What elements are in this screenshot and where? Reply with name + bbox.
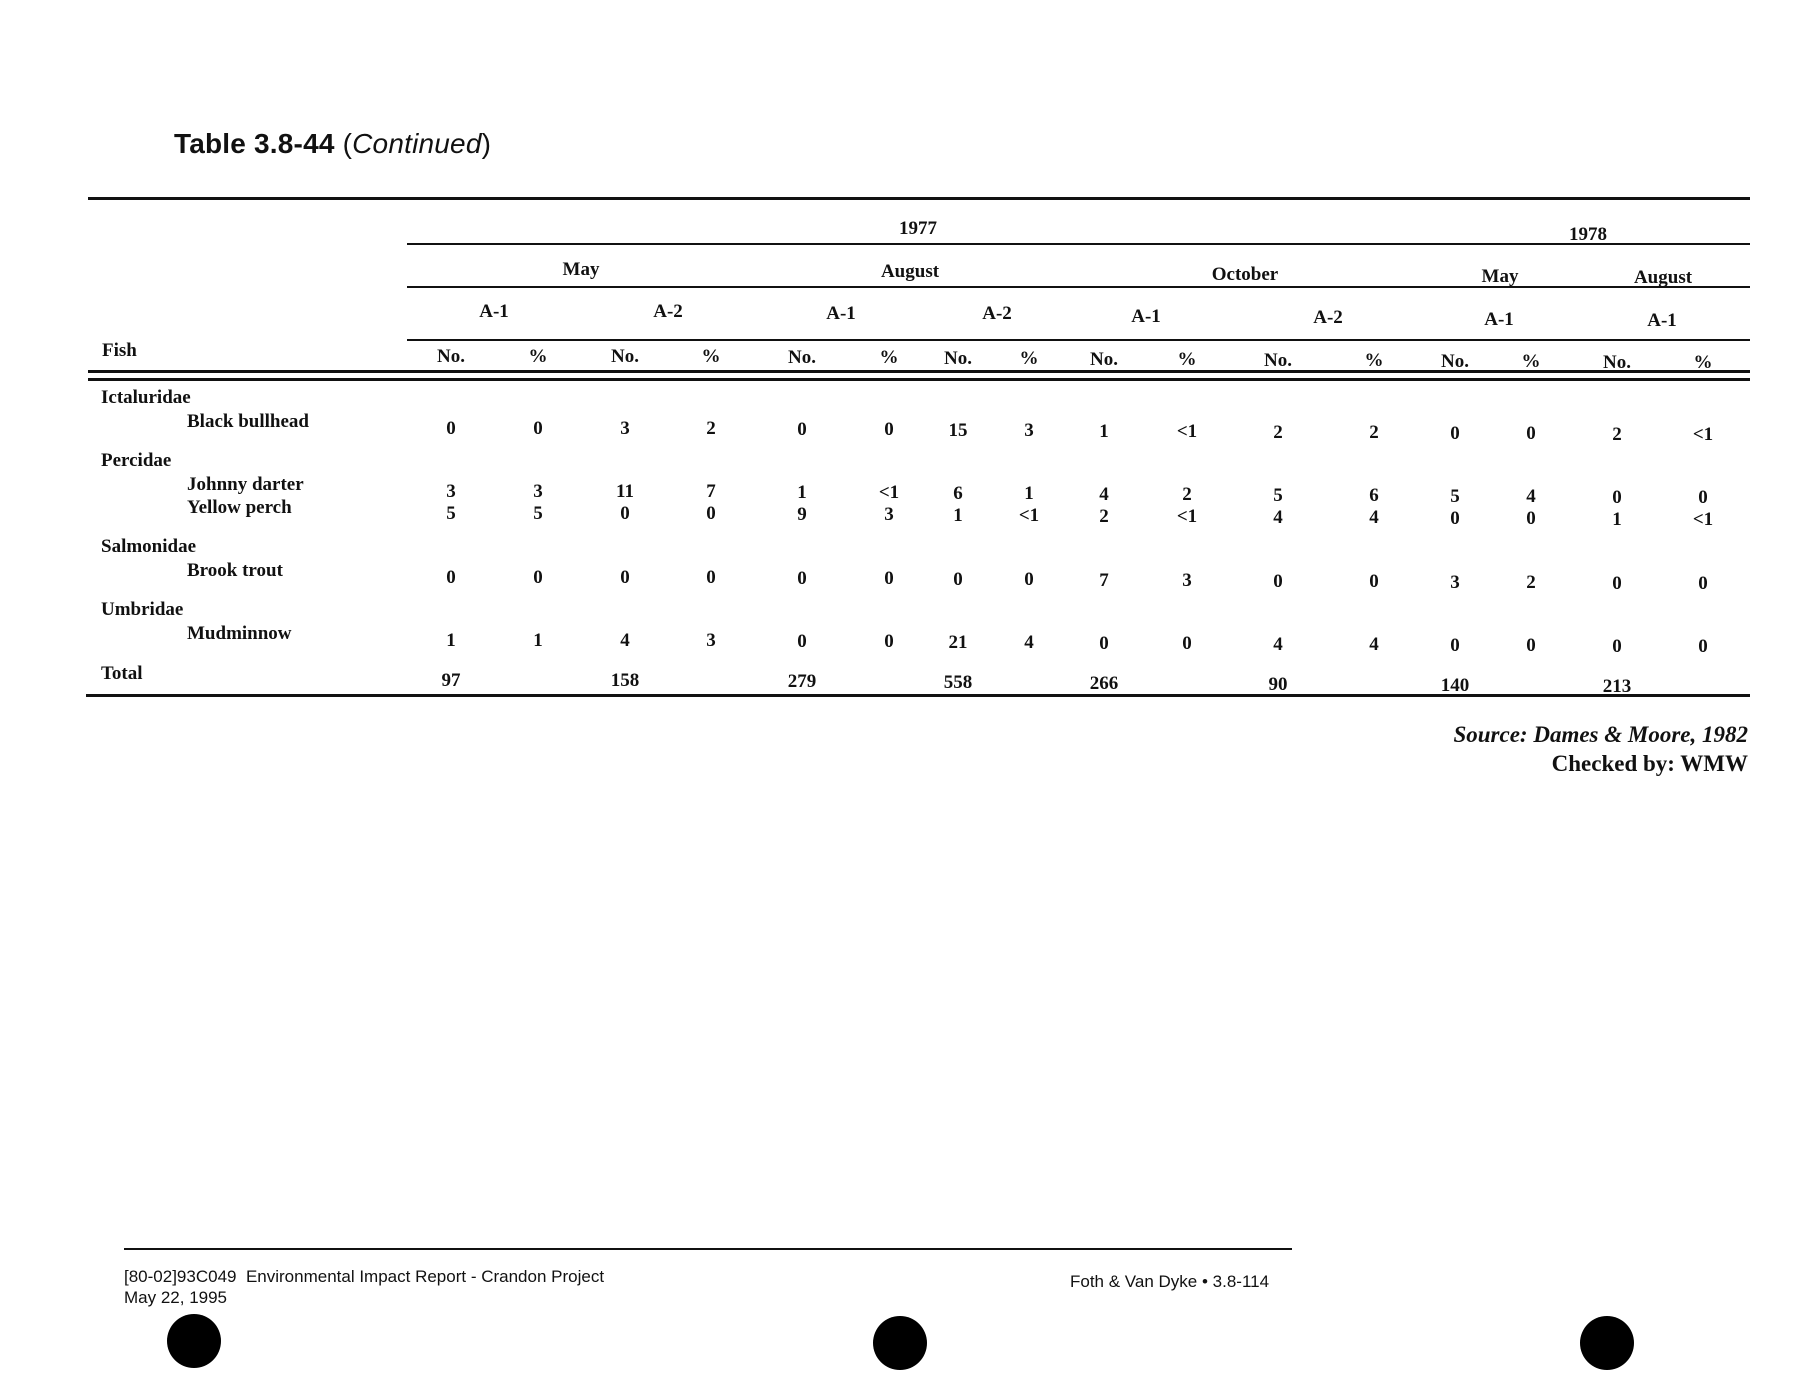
punch-hole [167,1314,221,1368]
table-cell: 4 [1369,634,1379,655]
total-cell: 213 [1602,676,1632,697]
percent-column-header: % [879,347,899,368]
total-cell: 140 [1440,675,1470,696]
table-cell: 1 [1024,483,1034,504]
table-cell: 0 [1526,635,1536,656]
total-cell: 90 [1268,674,1288,695]
table-cell: 5 [1450,486,1460,507]
table-cell: 0 [884,631,894,652]
table-cell: 0 [1099,633,1109,654]
table-cell: 0 [1698,487,1708,508]
percent-column-header: % [701,346,721,367]
header-double-rule-2 [88,378,1750,381]
table-cell: 0 [620,567,630,588]
table-cell: 1 [446,630,456,651]
table-cell: 1 [953,505,963,526]
table-cell: 0 [1450,508,1460,529]
table-cell: <1 [1176,421,1198,442]
table-cell: 1 [1099,421,1109,442]
count-column-header: No. [1603,352,1631,373]
table-cell: 3 [1182,570,1192,591]
species-name: Johnny darter [187,474,304,495]
table-cell: 21 [948,632,968,653]
family-label: Umbridae [101,599,184,620]
table-cell: 0 [884,419,894,440]
source-note [1453,720,1748,778]
table-top-rule [88,197,1750,200]
station-header: A-2 [1313,307,1343,328]
page-number: 3.8-114 [1212,1272,1270,1291]
table-cell: 1 [533,630,543,651]
table-cell: 3 [1450,572,1460,593]
count-column-header: No. [611,346,639,367]
station-header: A-1 [1484,309,1514,330]
year-rule [407,243,1750,245]
table-cell: 0 [533,567,543,588]
table-cell: 0 [1526,508,1536,529]
table-cell: 2 [1099,506,1109,527]
table-cell: 0 [1612,636,1622,657]
table-title: Table 3.8-44 (Continued) [174,128,492,159]
table-cell: 0 [1450,423,1460,444]
count-column-header: No. [1264,350,1292,371]
total-label: Total [101,663,143,684]
year-header: 1978 [1569,224,1607,245]
report-date: May 22, 1995 [124,1288,228,1307]
footer-rule [124,1248,1292,1250]
station-header: A-1 [479,301,509,322]
percent-column-header: % [1521,351,1541,372]
report-title: Environmental Impact Report - Crandon Project [245,1267,605,1286]
checked-by: Checked by: WMW [1551,751,1748,776]
station-header: A-1 [1131,306,1161,327]
station-header: A-2 [653,301,683,322]
table-cell: 0 [953,569,963,590]
species-name: Black bullhead [187,411,309,432]
table-cell: 0 [1526,423,1536,444]
table-cell: 0 [1612,487,1622,508]
document-id: [80-02]93C049 [124,1267,237,1286]
footer-right [1070,1271,1269,1292]
table-cell: 0 [533,418,543,439]
station-header: A-1 [826,303,856,324]
table-cell: 4 [1526,486,1536,507]
table-cell: 4 [1369,507,1379,528]
station-header: A-1 [1647,310,1677,331]
table-bottom-rule [86,694,1750,697]
table-cell: 6 [1369,485,1379,506]
species-name: Mudminnow [187,623,292,644]
source-citation: Source: Dames & Moore, 1982 [1453,722,1748,747]
month-header: August [880,261,940,282]
month-header: October [1211,264,1279,285]
table-cell: 5 [1273,485,1283,506]
count-column-header: No. [944,348,972,369]
table-cell: 7 [1099,570,1109,591]
family-label: Salmonidae [101,536,197,557]
firm-name: Foth & Van Dyke [1070,1272,1198,1291]
table-cell: 2 [1612,424,1622,445]
year-header: 1977 [899,218,937,239]
table-cell: 2 [1369,422,1379,443]
table-cell: 0 [1612,573,1622,594]
footer-left [124,1266,604,1308]
station-header: A-2 [982,303,1012,324]
table-cell: 1 [797,482,807,503]
table-cell: 4 [1273,507,1283,528]
fish-column-header: Fish [102,340,137,361]
table-cell: 2 [1273,422,1283,443]
table-cell: 0 [706,567,716,588]
table-cell: 2 [1526,572,1536,593]
table-cell: 4 [1024,632,1034,653]
station-rule [407,339,1750,341]
total-cell: 266 [1089,673,1119,694]
table-cell: 3 [620,418,630,439]
table-cell: 0 [797,419,807,440]
table-cell: 0 [706,503,716,524]
table-cell: 0 [884,568,894,589]
total-cell: 279 [787,671,817,692]
month-rule [407,286,1750,288]
count-column-header: No. [1441,351,1469,372]
total-cell: 558 [943,672,973,693]
table-cell: <1 [1176,506,1198,527]
table-cell: 3 [884,504,894,525]
table-cell: 0 [446,418,456,439]
table-cell: 3 [533,481,543,502]
table-cell: 0 [446,567,456,588]
footer-bullet: • [1201,1272,1208,1291]
punch-hole [873,1316,927,1370]
count-column-header: No. [788,347,816,368]
table-cell: 3 [706,630,716,651]
table-cell: 0 [1698,573,1708,594]
family-label: Ictaluridae [101,387,191,408]
table-cell: 0 [1450,635,1460,656]
table-cell: 2 [706,418,716,439]
percent-column-header: % [1364,350,1384,371]
table-cell: 4 [1273,634,1283,655]
punch-hole [1580,1316,1634,1370]
percent-column-header: % [1693,352,1713,373]
table-cell: 4 [1099,484,1109,505]
table-cell: 0 [1024,569,1034,590]
percent-column-header: % [1019,348,1039,369]
total-cell: 97 [441,670,461,691]
percent-column-header: % [528,346,548,367]
table-cell: 3 [446,481,456,502]
table-cell: 0 [1369,571,1379,592]
month-header: May [1481,266,1519,287]
table-cell: 5 [446,503,456,524]
total-cell: 158 [610,670,640,691]
table-cell: 0 [797,631,807,652]
table-cell: <1 [1692,509,1714,530]
table-cell: 0 [620,503,630,524]
count-column-header: No. [437,346,465,367]
table-cell: 11 [616,481,634,502]
table-cell: 4 [620,630,630,651]
count-column-header: No. [1090,349,1118,370]
table-cell: 7 [706,481,716,502]
species-name: Yellow perch [187,497,292,518]
header-double-rule-1 [88,370,1750,373]
table-cell: <1 [1692,424,1714,445]
table-cell: 0 [1698,636,1708,657]
species-name: Brook trout [187,560,283,581]
table-number: Table 3.8-44 [174,128,335,159]
family-label: Percidae [101,450,172,471]
table-cell: 1 [1612,509,1622,530]
table-cell: <1 [878,482,900,503]
table-cell: <1 [1018,505,1040,526]
table-cell: 0 [1182,633,1192,654]
continued-label: Continued [352,128,482,159]
month-header: May [562,259,600,280]
table-cell: 3 [1024,420,1034,441]
table-cell: 0 [797,568,807,589]
percent-column-header: % [1177,349,1197,370]
table-cell: 2 [1182,484,1192,505]
table-cell: 5 [533,503,543,524]
table-cell: 0 [1273,571,1283,592]
month-header: August [1633,267,1693,288]
table-cell: 6 [953,483,963,504]
table-cell: 15 [948,420,968,441]
table-cell: 9 [797,504,807,525]
